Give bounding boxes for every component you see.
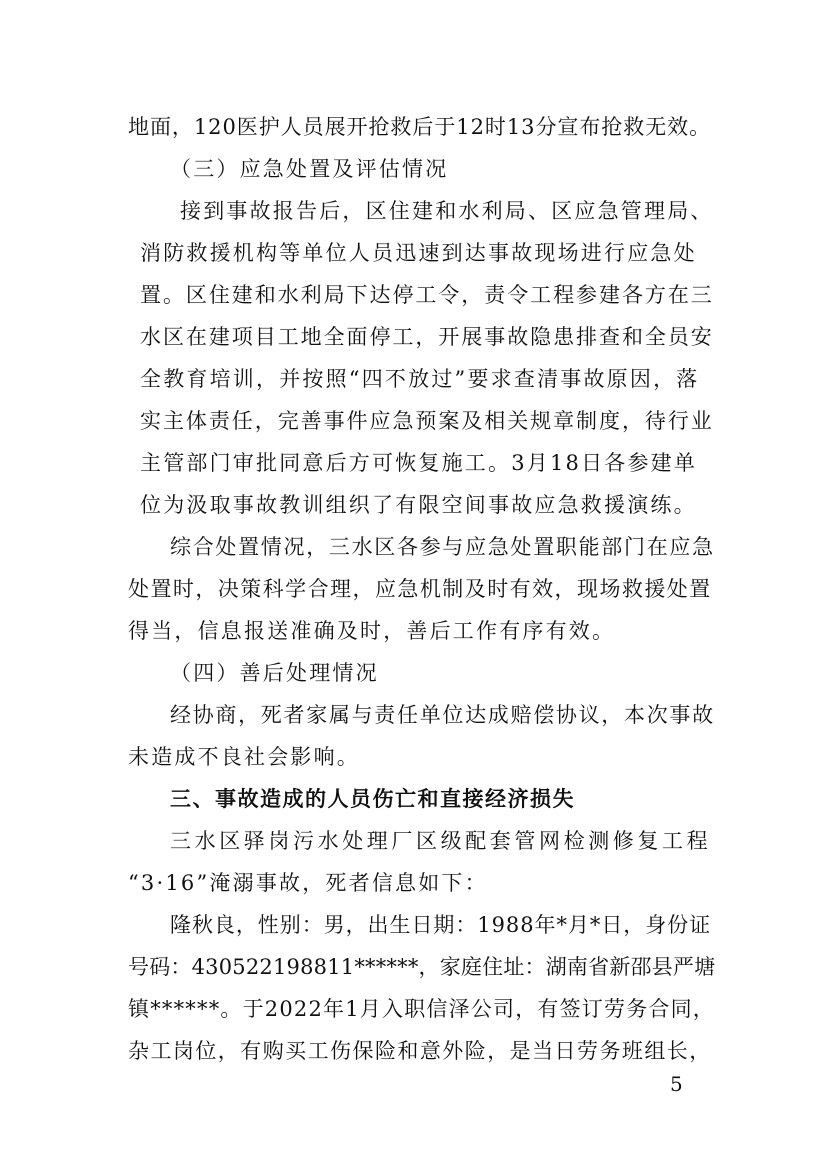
paragraph-line: 得当，信息报送准确及时，善后工作有序有效。 bbox=[128, 619, 616, 643]
paragraph-line: 未造成不良社会影响。 bbox=[128, 745, 360, 769]
paragraph-line: 号码：430522198811******，家庭住址：湖南省新邵县严塘 bbox=[128, 955, 716, 979]
paragraph-line: 镇******。于2022年1月入职信泽公司，有签订劳务合同， bbox=[128, 997, 716, 1021]
paragraph-line: 置。区住建和水利局下达停工令，责令工程参建各方在三 bbox=[140, 283, 714, 307]
page-number: 5 bbox=[670, 1072, 683, 1096]
paragraph-line: 位为汲取事故教训组织了有限空间事故应急救援演练。 bbox=[140, 493, 697, 517]
paragraph-line: 水区在建项目工地全面停工，开展事故隐患排查和全员安 bbox=[140, 325, 714, 349]
paragraph-line: 隆秋良，性别：男，出生日期：1988年*月*日，身份证 bbox=[170, 913, 712, 937]
paragraph-line: 处置时，决策科学合理，应急机制及时有效，现场救援处置 bbox=[128, 577, 712, 601]
paragraph-line: 消防救援机构等单位人员迅速到达事故现场进行应急处 bbox=[140, 241, 697, 265]
section-heading: （四）善后处理情况 bbox=[170, 661, 379, 685]
paragraph-line: 接到事故报告后，区住建和水利局、区应急管理局、 bbox=[180, 199, 714, 223]
paragraph-line: 经协商，死者家属与责任单位达成赔偿协议，本次事故 bbox=[170, 703, 715, 727]
paragraph-line: 实主体责任，完善事件应急预案及相关规章制度，待行业 bbox=[140, 409, 714, 433]
paragraph-line: 地面，120医护人员展开抢救后于12时13分宣布抢救无效。 bbox=[128, 115, 712, 139]
paragraph-line: 主管部门审批同意后方可恢复施工。3月18日各参建单 bbox=[140, 451, 698, 475]
paragraph-line: “3·16”淹溺事故，死者信息如下： bbox=[128, 871, 488, 895]
chapter-heading: 三、事故造成的人员伤亡和直接经济损失 bbox=[170, 787, 575, 811]
section-heading: （三）应急处置及评估情况 bbox=[170, 157, 449, 181]
paragraph-line: 综合处置情况，三水区各参与应急处置职能部门在应急 bbox=[170, 535, 715, 559]
paragraph-line: 全教育培训，并按照“四不放过”要求查清事故原因，落 bbox=[140, 367, 700, 391]
paragraph-line: 杂工岗位，有购买工伤保险和意外险，是当日劳务班组长， bbox=[128, 1039, 712, 1063]
paragraph-line: 三水区驿岗污水处理厂区级配套管网检测修复工程 bbox=[170, 829, 712, 853]
